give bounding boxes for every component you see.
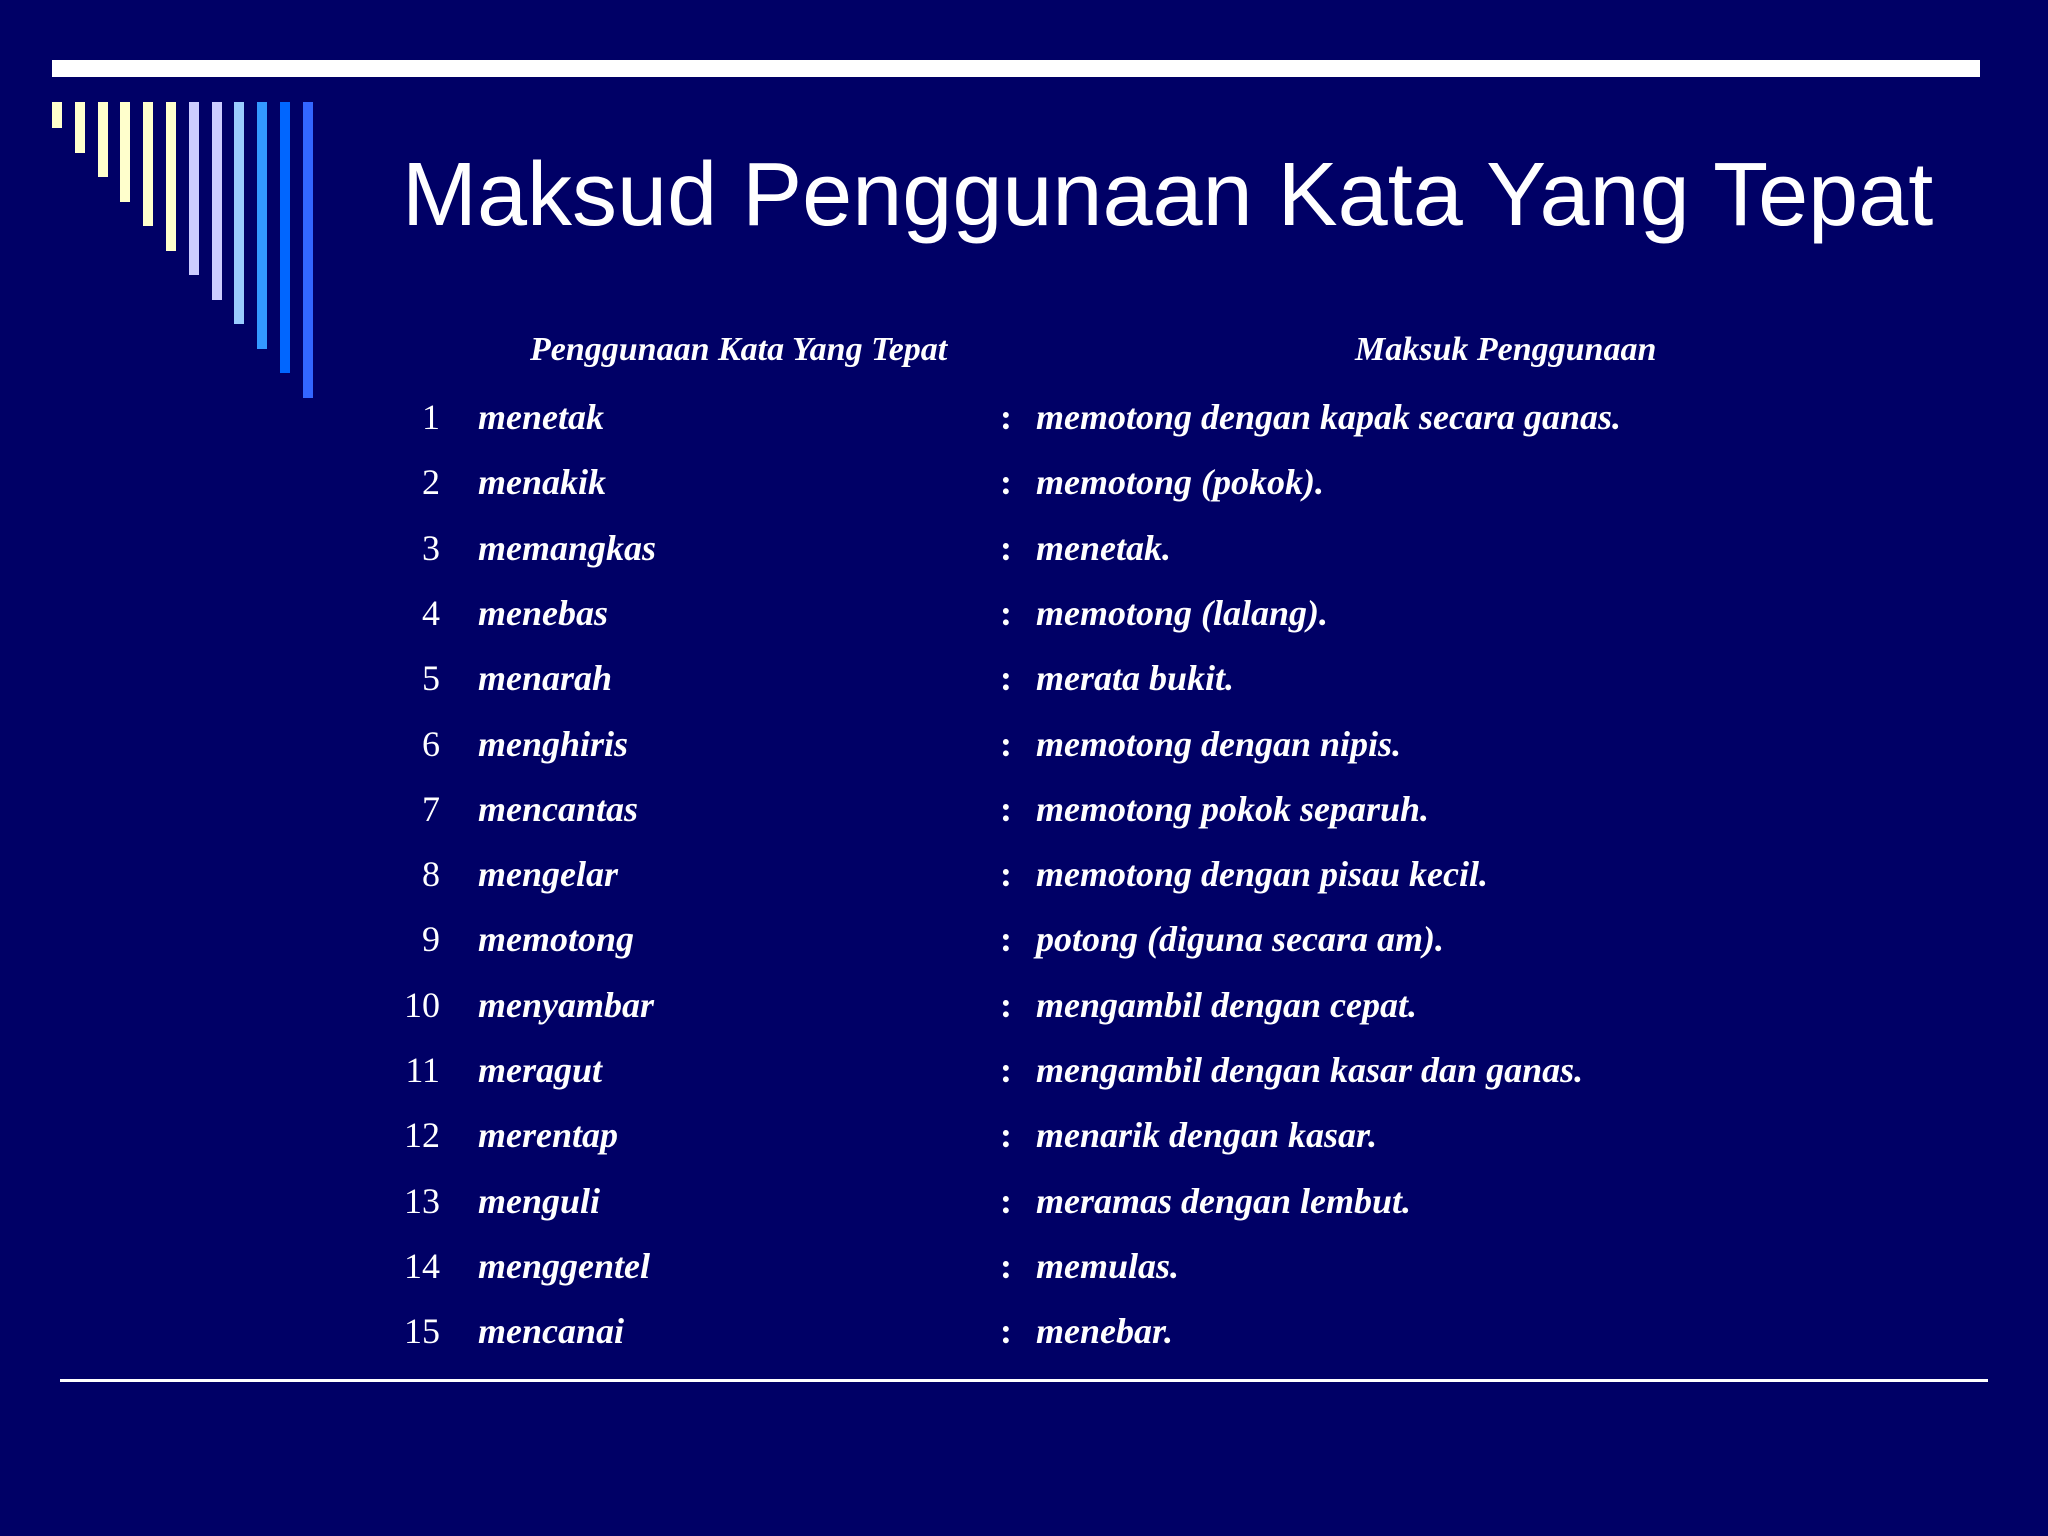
row-separator: : (1000, 1050, 1012, 1090)
table-row (380, 646, 2000, 711)
row-word: mencanai (478, 1311, 625, 1351)
row-word: mencantas (478, 789, 639, 829)
table-row (380, 581, 2000, 646)
stripe-bar (303, 102, 313, 398)
row-word: mengelar (478, 854, 618, 894)
row-number: 7 (422, 789, 440, 829)
row-separator: : (1000, 397, 1012, 437)
row-number: 9 (422, 919, 440, 959)
row-word: menghiris (478, 724, 629, 764)
row-meaning: memotong (pokok). (1036, 462, 1324, 502)
stripe-bar (98, 102, 108, 177)
table-row (380, 712, 2000, 777)
row-meaning: memotong dengan kapak secara ganas. (1036, 397, 1622, 437)
row-number: 12 (404, 1115, 440, 1155)
decorative-stripes (52, 102, 352, 422)
row-number: 6 (422, 724, 440, 764)
header-word: Penggunaan Kata Yang Tepat (530, 331, 948, 368)
row-number: 8 (422, 854, 440, 894)
table-row (380, 907, 2000, 972)
row-number: 3 (422, 528, 440, 568)
stripe-bar (257, 102, 267, 349)
row-separator: : (1000, 985, 1012, 1025)
row-separator: : (1000, 789, 1012, 829)
row-word: menakik (478, 462, 607, 502)
row-meaning: memotong pokok separuh. (1036, 789, 1430, 829)
row-number: 15 (404, 1311, 440, 1351)
row-word: menguli (478, 1181, 601, 1221)
row-word: menggentel (478, 1246, 650, 1286)
row-meaning: menetak. (1036, 528, 1171, 568)
stripe-bar (212, 102, 222, 300)
row-separator: : (1000, 724, 1012, 764)
word-meaning-table (380, 320, 2000, 1360)
row-meaning: mengambil dengan cepat. (1036, 985, 1417, 1025)
row-number: 4 (422, 593, 440, 633)
row-word: menetak (478, 397, 604, 437)
bottom-rule (60, 1379, 1988, 1382)
stripe-bar (280, 102, 290, 373)
row-meaning: memotong dengan nipis. (1036, 724, 1402, 764)
table-row (380, 842, 2000, 907)
row-meaning: menarik dengan kasar. (1036, 1115, 1378, 1155)
row-separator: : (1000, 1311, 1012, 1351)
row-number: 13 (404, 1181, 440, 1221)
row-number: 11 (405, 1050, 440, 1090)
row-meaning: menebar. (1036, 1311, 1174, 1351)
row-number: 5 (422, 658, 440, 698)
table-row (380, 777, 2000, 842)
stripe-bar (166, 102, 176, 251)
row-number: 10 (404, 985, 440, 1025)
row-word: memangkas (478, 528, 657, 568)
row-meaning: meramas dengan lembut. (1036, 1181, 1412, 1221)
row-number: 2 (422, 462, 440, 502)
stripe-bar (143, 102, 153, 226)
row-word: menarah (478, 658, 613, 698)
row-meaning: memulas. (1036, 1246, 1180, 1286)
row-separator: : (1000, 1181, 1012, 1221)
row-word: memotong (478, 919, 635, 959)
table-row (380, 1299, 2000, 1364)
table-row (380, 385, 2000, 450)
header-meaning: Maksuk Penggunaan (1355, 331, 1657, 368)
top-rule (52, 60, 1980, 77)
slide-title: Maksud Penggunaan Kata Yang Tepat (402, 145, 1934, 245)
table-row (380, 450, 2000, 515)
table-row (380, 973, 2000, 1038)
row-separator: : (1000, 593, 1012, 633)
row-meaning: memotong (lalang). (1036, 593, 1329, 633)
table-row (380, 1169, 2000, 1234)
row-meaning: memotong dengan pisau kecil. (1036, 854, 1489, 894)
row-separator: : (1000, 1246, 1012, 1286)
row-separator: : (1000, 854, 1012, 894)
stripe-bar (75, 102, 85, 153)
table-row (380, 1103, 2000, 1168)
row-separator: : (1000, 528, 1012, 568)
row-meaning: merata bukit. (1036, 658, 1235, 698)
row-word: merentap (478, 1115, 618, 1155)
row-separator: : (1000, 1115, 1012, 1155)
stripe-bar (234, 102, 244, 324)
row-word: menyambar (478, 985, 654, 1025)
row-word: meragut (478, 1050, 603, 1090)
row-separator: : (1000, 462, 1012, 502)
row-separator: : (1000, 919, 1012, 959)
table-row (380, 1234, 2000, 1299)
table-row (380, 516, 2000, 581)
row-meaning: potong (diguna secara am). (1036, 919, 1445, 959)
row-separator: : (1000, 658, 1012, 698)
row-word: menebas (478, 593, 608, 633)
row-meaning: mengambil dengan kasar dan ganas. (1036, 1050, 1584, 1090)
row-number: 14 (404, 1246, 440, 1286)
row-number: 1 (422, 397, 440, 437)
stripe-bar (120, 102, 130, 202)
stripe-bar (52, 102, 62, 128)
table-row (380, 1038, 2000, 1103)
stripe-bar (189, 102, 199, 275)
